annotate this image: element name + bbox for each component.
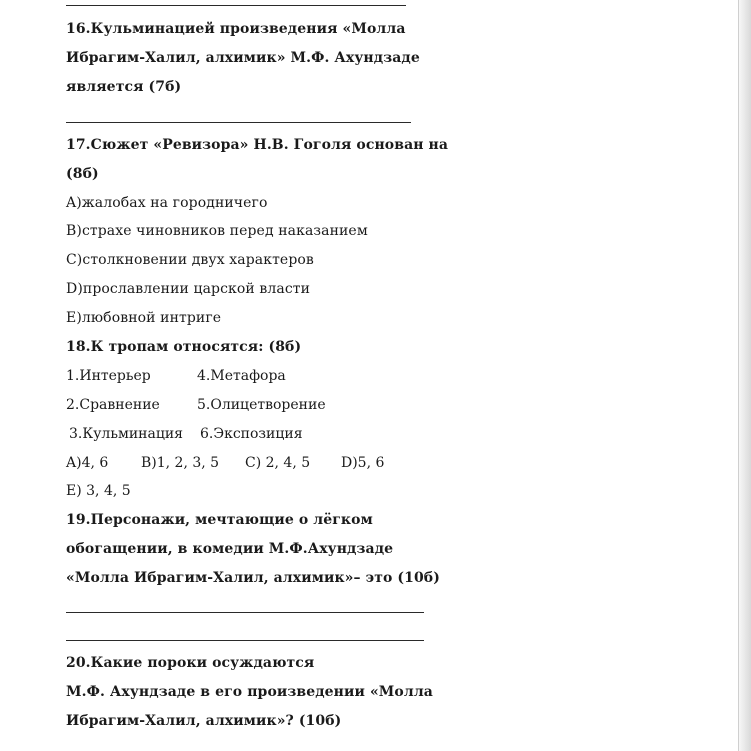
question-18-answer-e: E) 3, 4, 5 — [66, 483, 131, 499]
answer-line-19b — [66, 640, 424, 641]
question-20-line-3: Ибрагим-Халил, алхимик»? (10б) — [66, 713, 342, 729]
question-17-option-e: E)любовной интриге — [66, 310, 222, 326]
question-18-item-3: 3.Кульминация — [69, 426, 184, 442]
question-17-line-2: (8б) — [66, 166, 99, 182]
question-17-option-b: B)страхе чиновников перед наказанием — [66, 223, 368, 239]
question-16-line-3: является (7б) — [66, 79, 182, 95]
question-18-item-1: 1.Интерьер — [66, 368, 151, 384]
question-17-option-a: A)жалобах на городничего — [66, 195, 268, 211]
page-edge-shadow — [738, 0, 751, 751]
question-19-line-3: «Молла Ибрагим-Халил, алхимик»– это (10б) — [66, 570, 440, 586]
question-18-item-5: 5.Олицетворение — [197, 397, 326, 413]
question-19-line-1: 19.Персонажи, мечтающие о лёгком — [66, 512, 373, 528]
question-17-option-c: C)столкновении двух характеров — [66, 252, 314, 268]
question-16-line-1: 16.Кульминацией произведения «Молла — [66, 21, 406, 37]
answer-line-top — [66, 5, 406, 6]
question-18-answer-a: A)4, 6 — [66, 455, 109, 471]
question-16-line-2: Ибрагим-Халил, алхимик» М.Ф. Ахундзаде — [66, 50, 420, 66]
answer-line-16 — [66, 122, 411, 123]
question-18-item-6: 6.Экспозиция — [200, 426, 303, 442]
question-18-item-2: 2.Сравнение — [66, 397, 160, 413]
question-17-line-1: 17.Сюжет «Ревизора» Н.В. Гоголя основан на — [66, 137, 449, 153]
question-17-option-d: D)прославлении царской власти — [66, 281, 311, 297]
question-18-answer-d: D)5, 6 — [341, 455, 385, 471]
question-18-answer-c: C) 2, 4, 5 — [245, 455, 311, 471]
question-18-title: 18.К тропам относятся: (8б) — [66, 339, 302, 355]
question-20-line-2: М.Ф. Ахундзаде в его произведении «Молла — [66, 684, 433, 700]
question-18-answer-b: B)1, 2, 3, 5 — [141, 455, 220, 471]
question-19-line-2: обогащении, в комедии М.Ф.Ахундзаде — [66, 541, 394, 557]
question-18-item-4: 4.Метафора — [197, 368, 286, 384]
question-20-line-1: 20.Какие пороки осуждаются — [66, 655, 315, 671]
answer-line-19a — [66, 612, 424, 613]
